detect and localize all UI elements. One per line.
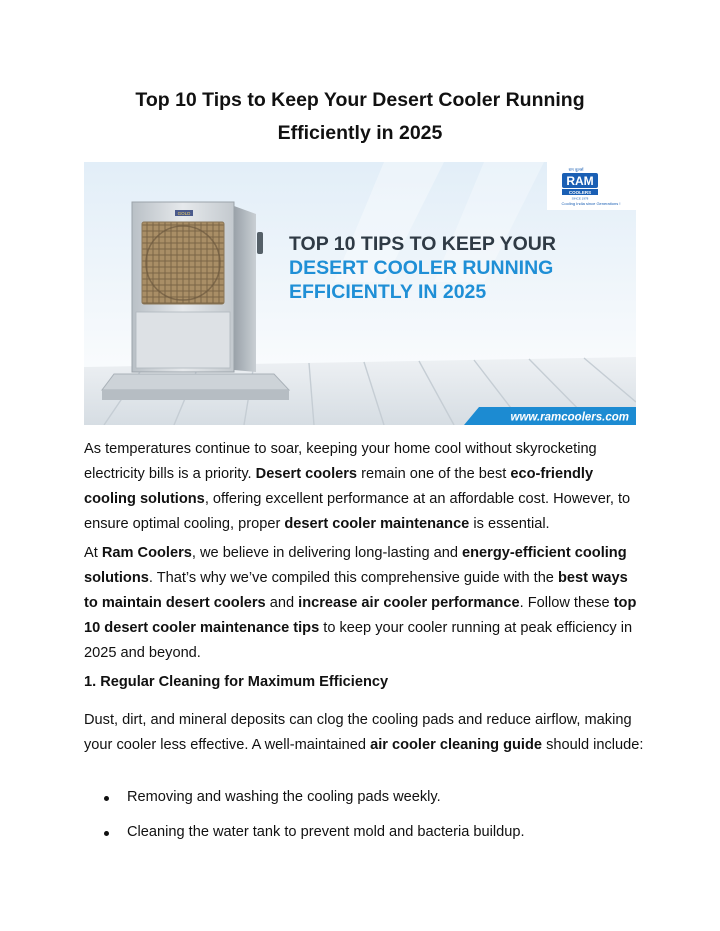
logo-tagline: Cooling India since Generations !	[561, 201, 621, 206]
bold-cleaning-guide: air cooler cleaning guide	[370, 737, 543, 753]
banner-headline-line-1: TOP 10 TIPS TO KEEP YOUR	[289, 233, 556, 255]
section-1-paragraph: Dust, dirt, and mineral deposits can clog the cooling pads and reduce airflow, making your cooler less effective. A well-maintained air cooler cleaning guide should include:	[84, 712, 644, 753]
document-page: Top 10 Tips to Keep Your Desert Cooler Running Efficiently in 2025 GOLD TOP 10 TIPS TO KEEP YOUR DESERT COOLER RUNNING EFFICIENTLY IN 2025 राम कूलर्स RAM COOLERS SINCE 1978 Cooling India since Generations ! www.ramcoolers.com As temperatures continue to soar, keeping your home cool without skyrocketing electricity bills is a priority. Desert coolers remain one of the best eco-friendly cooling solutions, offering excellent performance at an affordable cost. However, to ensure optimal cooling, proper desert cooler maintenance is essential. At Ram Coolers, we believe in delivering long-lasting and energy-efficient cooling solutions. That’s why we’ve compiled this comprehensive guide with the best ways to maintain desert coolers and increase air cooler performance. Follow these top 10 desert cooler maintenance tips to keep your cooler running at peak efficiency in 2025 and beyond. 1. Regular Cleaning for Maximum Efficiency Dust, dirt, and mineral deposits can clog the cooling pads and reduce airflow, making your cooler less effective. A well-maintained air cooler cleaning guide should include: Removing and washing the cooling pads weekly. Cleaning the water tank to prevent mold and bacteria buildup.	[0, 0, 720, 931]
banner-website: www.ramcoolers.com	[510, 411, 629, 424]
bold-best-ways: best ways to maintain desert coolers	[84, 570, 628, 611]
banner-headline-line-2: DESERT COOLER RUNNING	[289, 257, 554, 279]
logo-coolers: COOLERS	[568, 189, 592, 195]
bold-top-10-tips: top 10 desert cooler maintenance tips	[84, 595, 637, 636]
bold-energy-efficient: energy-efficient cooling solutions	[84, 545, 627, 586]
logo-since: SINCE 1978	[571, 196, 589, 201]
bold-desert-cooler-maintenance: desert cooler maintenance	[284, 516, 470, 532]
cooler-grille	[142, 222, 224, 304]
title-line-2: Efficiently in 2025	[277, 122, 443, 144]
intro-paragraph: As temperatures continue to soar, keeping your home cool without skyrocketing electricity bills is a priority. Desert coolers remain one of the best eco-friendly cooling solutions, offering excellent performance at an affordable cost. However, to ensure optimal cooling, proper desert cooler maintenance is essential.	[84, 441, 631, 532]
ram-coolers-logo	[547, 162, 636, 210]
bold-increase-performance: increase air cooler performance	[298, 595, 520, 611]
section-1-heading: 1. Regular Cleaning for Maximum Efficiency	[84, 674, 389, 690]
logo-small-text: राम कूलर्स	[568, 167, 584, 172]
banner-headline-line-3: EFFICIENTLY IN 2025	[289, 281, 487, 303]
bullet-icon	[104, 796, 109, 801]
cooler-badge-text: GOLD	[177, 211, 191, 217]
banner-image	[84, 162, 636, 425]
title-line-1: Top 10 Tips to Keep Your Desert Cooler Running	[135, 89, 585, 111]
logo-ram: RAM	[566, 174, 594, 188]
bullet-icon	[104, 831, 109, 836]
document-title	[84, 84, 636, 150]
bold-desert-coolers: Desert coolers	[255, 466, 358, 482]
bold-eco-friendly: eco-friendly cooling solutions	[84, 466, 594, 507]
bold-ram-coolers: Ram Coolers	[101, 545, 192, 561]
about-paragraph: At Ram Coolers, we believe in delivering long-lasting and energy-efficient cooling solutions. That’s why we’ve compiled this comprehensive guide with the best ways to maintain desert coolers and increase air cooler performance. Follow these top 10 desert cooler maintenance tips to keep your cooler running at peak efficiency in 2025 and beyond.	[84, 545, 637, 661]
